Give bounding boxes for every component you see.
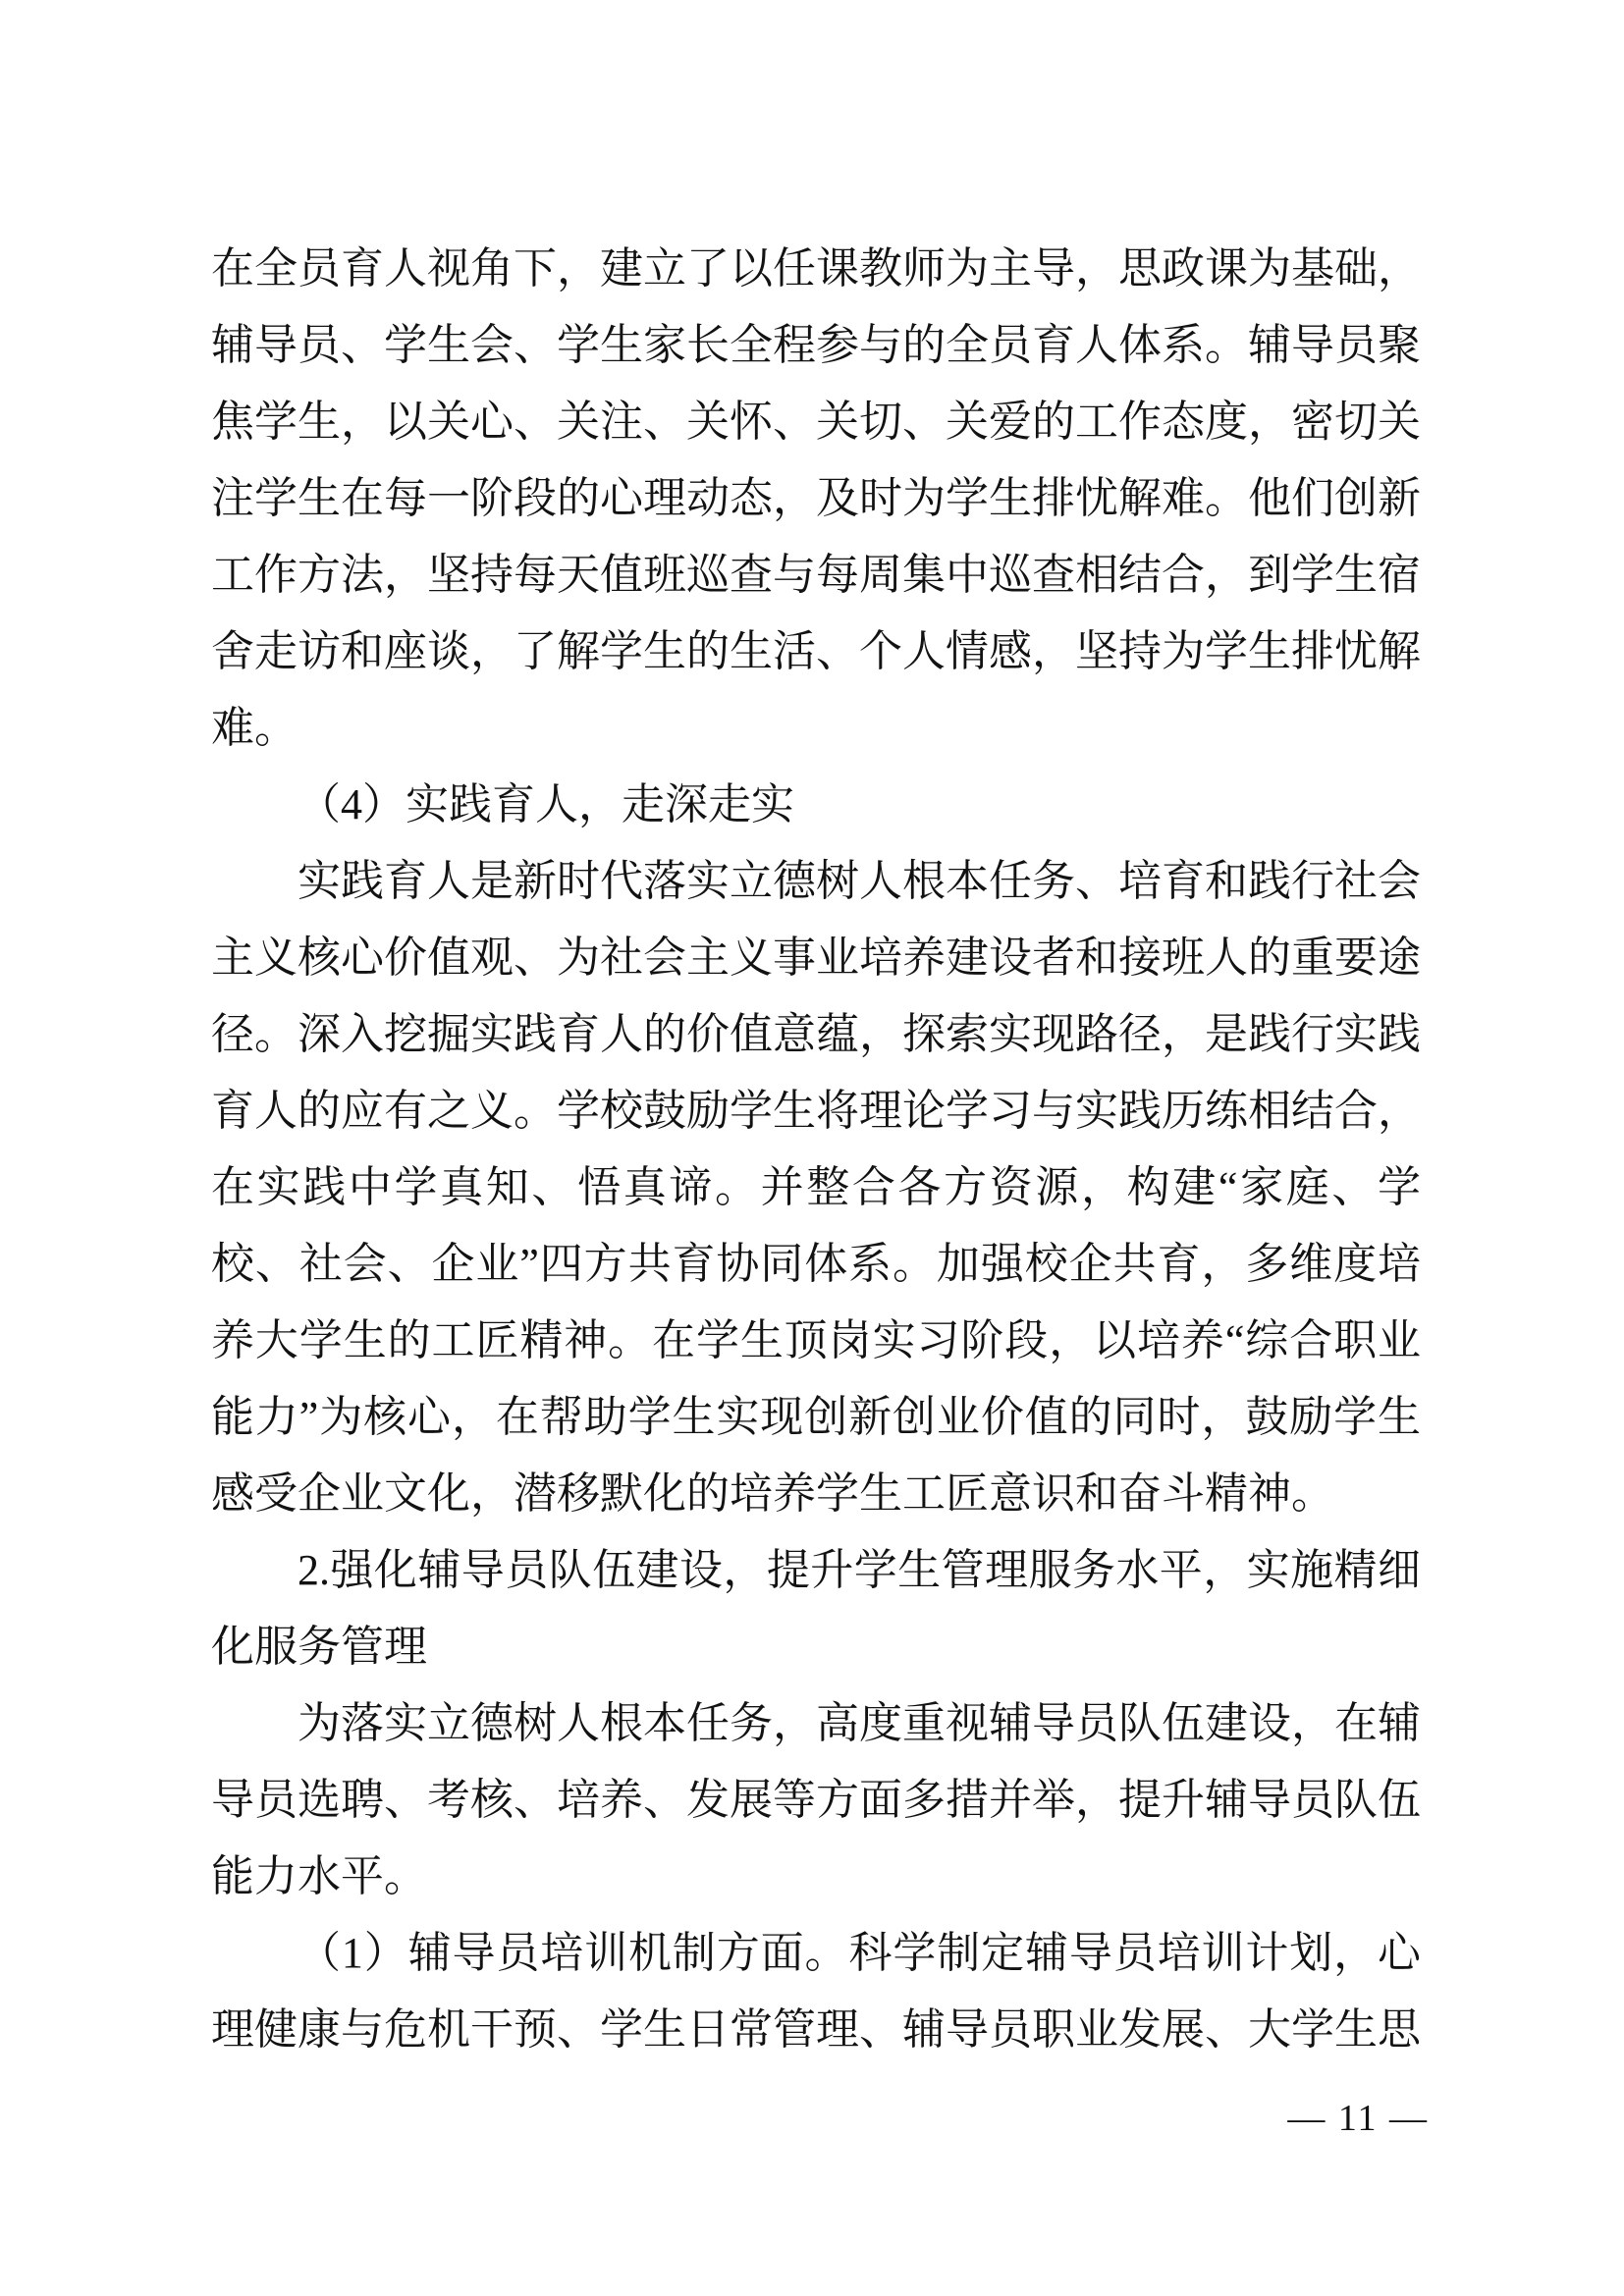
heading-item-4-practice-education: （4）实践育人，走深走实 bbox=[298, 780, 794, 828]
paragraph-continuation: 在全员育人视角下，建立了以任课教师为主导，思政课为基础，辅导员、学生会、学生家长全程参与的全员育人体系。辅导员聚焦学生，以关心、关注、关怀、关切、关爱的工作态度，密切关注学生在每一阶段的心理动态，及时为学生排忧解难。他们创新工作方法，坚持每天值班巡查与每周集中巡查相结合，到学生宿舍走访和座谈，了解学生的生活、个人情感，坚持为学生排忧解难。 bbox=[211, 244, 1421, 752]
paragraph-item-1-counselor-training: （1）辅导员培训机制方面。科学制定辅导员培训计划，心理健康与危机干预、学生日常管理、辅导员职业发展、大学生思 bbox=[211, 1929, 1421, 2054]
paragraph-practice-education: 实践育人是新时代落实立德树人根本任务、培育和践行社会主义核心价值观、为社会主义事业培养建设者和接班人的重要途径。深入挖掘实践育人的价值意蕴，探索实现路径，是践行实践育人的应有之义。学校鼓励学生将理论学习与实践历练相结合，在实践中学真知、悟真谛。并整合各方资源，构建“家庭、学校、社会、企业”四方共育协同体系。加强校企共育，多维度培养大学生的工匠精神。在学生顶岗实习阶段，以培养“综合职业能力”为核心，在帮助学生实现创新创业价值的同时，鼓励学生感受企业文化，潜移默化的培养学生工匠意识和奋斗精神。 bbox=[211, 857, 1421, 1518]
heading-item-2-counselor-team: 2.强化辅导员队伍建设，提升学生管理服务水平，实施精细化服务管理 bbox=[211, 1546, 1421, 1671]
paragraph-counselor-team-building: 为落实立德树人根本任务，高度重视辅导员队伍建设，在辅导员选聘、考核、培养、发展等方面多措并举，提升辅导员队伍能力水平。 bbox=[211, 1699, 1421, 1900]
document-body bbox=[211, 231, 1421, 2068]
page-number: — 11 — bbox=[1287, 2098, 1429, 2139]
